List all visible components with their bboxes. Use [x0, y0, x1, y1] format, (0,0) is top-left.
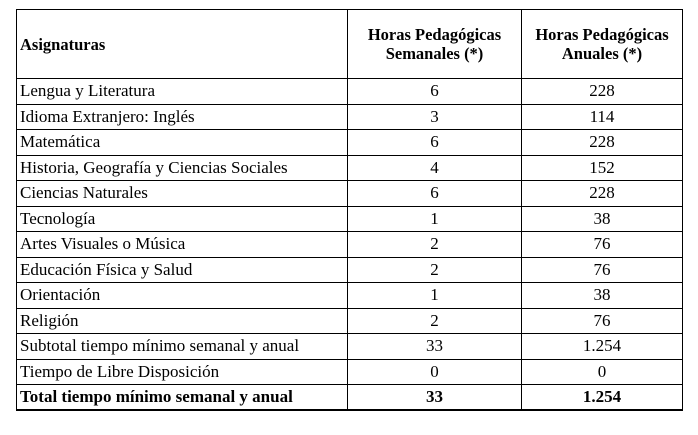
- subject-cell: Religión: [17, 308, 348, 334]
- annual-hours-cell: 0: [522, 359, 683, 385]
- total-annual: 1.254: [522, 385, 683, 411]
- weekly-hours-cell: 6: [348, 181, 522, 207]
- annual-hours-cell: 114: [522, 104, 683, 130]
- annual-hours-cell: 1.254: [522, 334, 683, 360]
- subject-cell: Artes Visuales o Música: [17, 232, 348, 258]
- table-row: [17, 206, 683, 232]
- total-weekly: 33: [348, 385, 522, 411]
- table-row: [17, 257, 683, 283]
- subject-cell: Idioma Extranjero: Inglés: [17, 104, 348, 130]
- header-annual-hours: Horas Pedagógicas Anuales (*): [522, 10, 683, 79]
- annual-hours-cell: 76: [522, 308, 683, 334]
- weekly-hours-cell: 6: [348, 79, 522, 105]
- table-row: [17, 181, 683, 207]
- subject-cell: Tiempo de Libre Disposición: [17, 359, 348, 385]
- total-label: Total tiempo mínimo semanal y anual: [17, 385, 348, 411]
- annual-hours-cell: 38: [522, 283, 683, 309]
- table-row: [17, 308, 683, 334]
- table-body: [17, 79, 683, 411]
- annual-hours-cell: 228: [522, 181, 683, 207]
- table-header-row: [17, 10, 683, 79]
- subject-cell: Tecnología: [17, 206, 348, 232]
- subject-cell: Orientación: [17, 283, 348, 309]
- subject-cell: Lengua y Literatura: [17, 79, 348, 105]
- table-row: [17, 130, 683, 156]
- weekly-hours-cell: 2: [348, 232, 522, 258]
- annual-hours-cell: 38: [522, 206, 683, 232]
- study-plan-table: [16, 9, 683, 411]
- total-row: [17, 385, 683, 411]
- subject-cell: Subtotal tiempo mínimo semanal y anual: [17, 334, 348, 360]
- weekly-hours-cell: 4: [348, 155, 522, 181]
- weekly-hours-cell: 3: [348, 104, 522, 130]
- weekly-hours-cell: 1: [348, 206, 522, 232]
- annual-hours-cell: 76: [522, 257, 683, 283]
- weekly-hours-cell: 2: [348, 257, 522, 283]
- weekly-hours-cell: 2: [348, 308, 522, 334]
- annual-hours-cell: 228: [522, 130, 683, 156]
- table-row: [17, 79, 683, 105]
- weekly-hours-cell: 33: [348, 334, 522, 360]
- weekly-hours-cell: 1: [348, 283, 522, 309]
- table-row: [17, 104, 683, 130]
- subject-cell: Educación Física y Salud: [17, 257, 348, 283]
- weekly-hours-cell: 6: [348, 130, 522, 156]
- annual-hours-cell: 228: [522, 79, 683, 105]
- header-subjects: Asignaturas: [17, 10, 348, 79]
- annual-hours-cell: 76: [522, 232, 683, 258]
- table-row: [17, 283, 683, 309]
- subject-cell: Matemática: [17, 130, 348, 156]
- subject-cell: Ciencias Naturales: [17, 181, 348, 207]
- table-row: [17, 232, 683, 258]
- subject-cell: Historia, Geografía y Ciencias Sociales: [17, 155, 348, 181]
- table-row: [17, 359, 683, 385]
- header-weekly-hours: Horas Pedagógicas Semanales (*): [348, 10, 522, 79]
- annual-hours-cell: 152: [522, 155, 683, 181]
- table-row: [17, 334, 683, 360]
- weekly-hours-cell: 0: [348, 359, 522, 385]
- table-row: [17, 155, 683, 181]
